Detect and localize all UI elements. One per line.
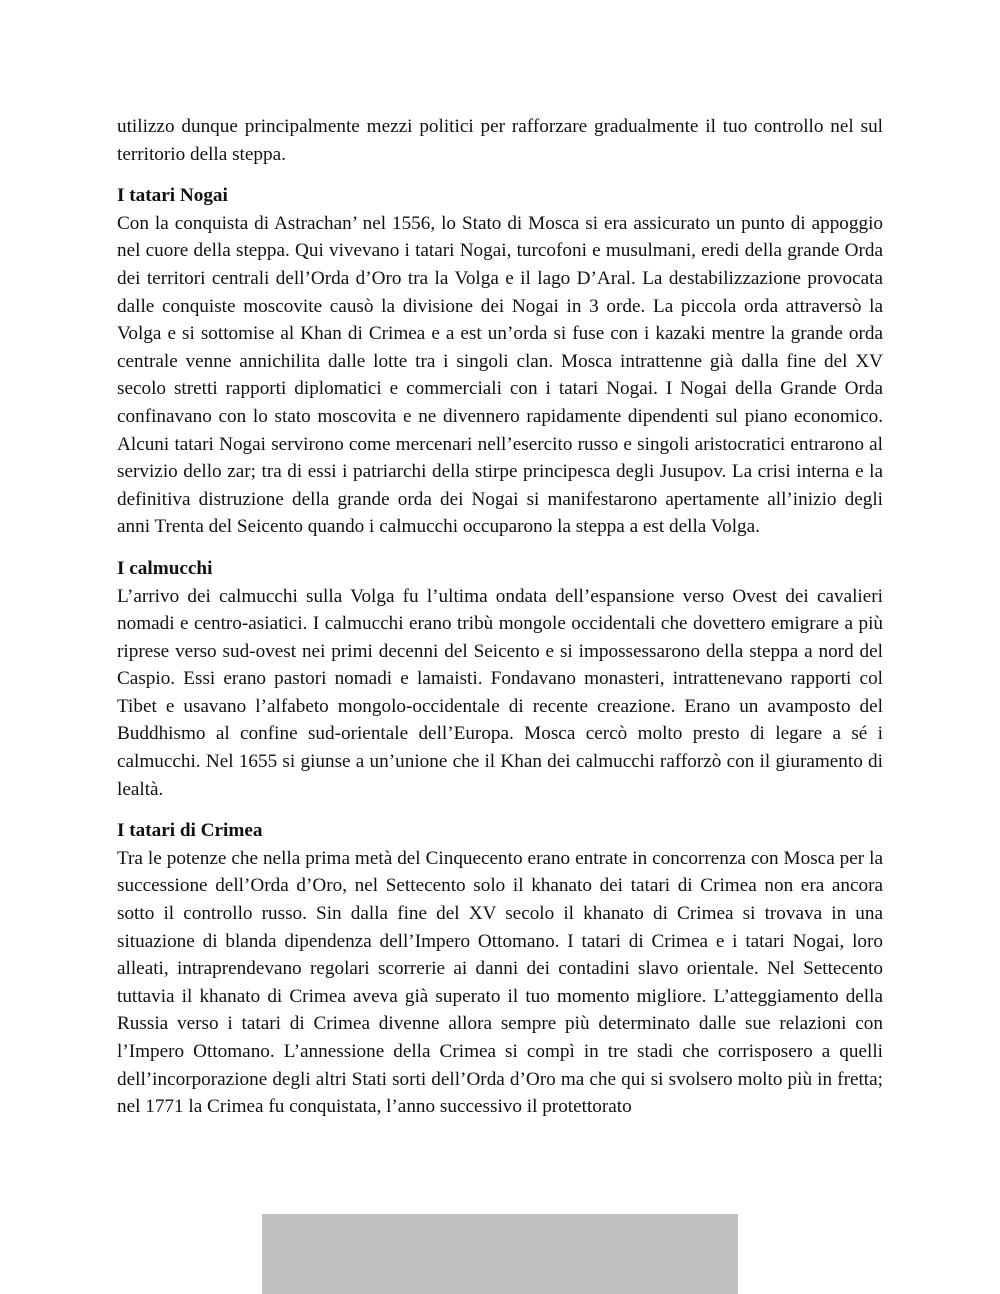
footer-gray-block bbox=[262, 1214, 738, 1294]
section-tatari-crimea bbox=[117, 817, 883, 1121]
section-paragraph: L’arrivo dei calmucchi sulla Volga fu l’ultima ondata dell’espansione verso Ovest dei cavalieri nomadi e centro-asiatici. I calmucchi erano tribù mongole occidentali che dovettero emigrare a più riprese verso sud-ovest nei primi decenni del Seicento e si impossessarono della steppa a nord del Caspio. Essi erano pastori nomadi e lamaisti. Fondavano monasteri, intrattenevano rapporti col Tibet e usavano l’alfabeto mongolo-occidentale di recente creazione. Erano un avamposto del Buddhismo al confine sud-orientale dell’Europa. Mosca cercò molto presto di legare a sé i calmucchi. Nel 1655 si giunse a un’unione che il Khan dei calmucchi rafforzò con il giuramento di lealtà. bbox=[117, 585, 883, 800]
section-heading: I tatari Nogai bbox=[117, 185, 228, 207]
section-heading: I calmucchi bbox=[117, 557, 213, 579]
intro-paragraph: utilizzo dunque principalmente mezzi politici per rafforzare gradualmente il tuo controllo nel sul territorio della steppa. bbox=[117, 116, 883, 165]
section-paragraph: Con la conquista di Astrachan’ nel 1556, lo Stato di Mosca si era assicurato un punto di appoggio nel cuore della steppa. Qui vivevano i tatari Nogai, turcofoni e musulmani, eredi della grande Orda dei territori centrali dell’Orda d’Oro tra la Volga e il lago D’Aral. La destabilizzazione provocata dalle conquiste moscovite causò la divisione dei Nogai in 3 orde. La piccola orda attraversò la Volga e si sottomise al Khan di Crimea e a est un’orda si fuse con i kazaki mentre la grande orda centrale venne annichilita dalle lotte tra i singoli clan. Mosca intrattenne già dalla fine del XV secolo stretti rapporti diplomatici e commerciali con i tatari Nogai. I Nogai della Grande Orda confinavano con lo stato moscovita e ne divennero rapidamente dipendenti sul piano economico. Alcuni tatari Nogai servirono come mercenari nell’esercito russo e singoli aristocratici entrarono al servizio dello zar; tra di essi i patriarchi della stirpe principesca degli Jusupov. La crisi interna e la definitiva distruzione della grande orda dei Nogai si manifestarono apertamente all’inizio degli anni Trenta del Seicento quando i calmucchi occuparono la steppa a est della Volga. bbox=[117, 212, 883, 538]
section-paragraph: Tra le potenze che nella prima metà del Cinquecento erano entrate in concorrenza con Mosca per la successione dell’Orda d’Oro, nel Settecento solo il khanato dei tatari di Crimea non era ancora sotto il controllo russo. Sin dalla fine del XV secolo il khanato di Crimea si trovava in una situazione di blanda dipendenza dell’Impero Ottomano. I tatari di Crimea e i tatari Nogai, loro alleati, intraprendevano regolari scorrerie ai danni dei contadini slavo orientale. Nel Settecento tuttavia il khanato di Crimea aveva già superato il tuo momento migliore. L’atteggiamento della Russia verso i tatari di Crimea divenne allora sempre più determinato dalle sue relazioni con l’Impero Ottomano. L’annessione della Crimea si compì in tre stadi che corrisposero a quelli dell’incorporazione degli altri Stati sorti dell’Orda d’Oro ma che qui si svolsero molto più in fretta; nel 1771 la Crimea fu conquistata, l’anno successivo il protettorato bbox=[117, 847, 883, 1118]
section-calmucchi bbox=[117, 555, 883, 803]
section-heading: I tatari di Crimea bbox=[117, 820, 263, 842]
page-text-body bbox=[117, 113, 883, 1121]
section-tatari-nogai bbox=[117, 182, 883, 541]
